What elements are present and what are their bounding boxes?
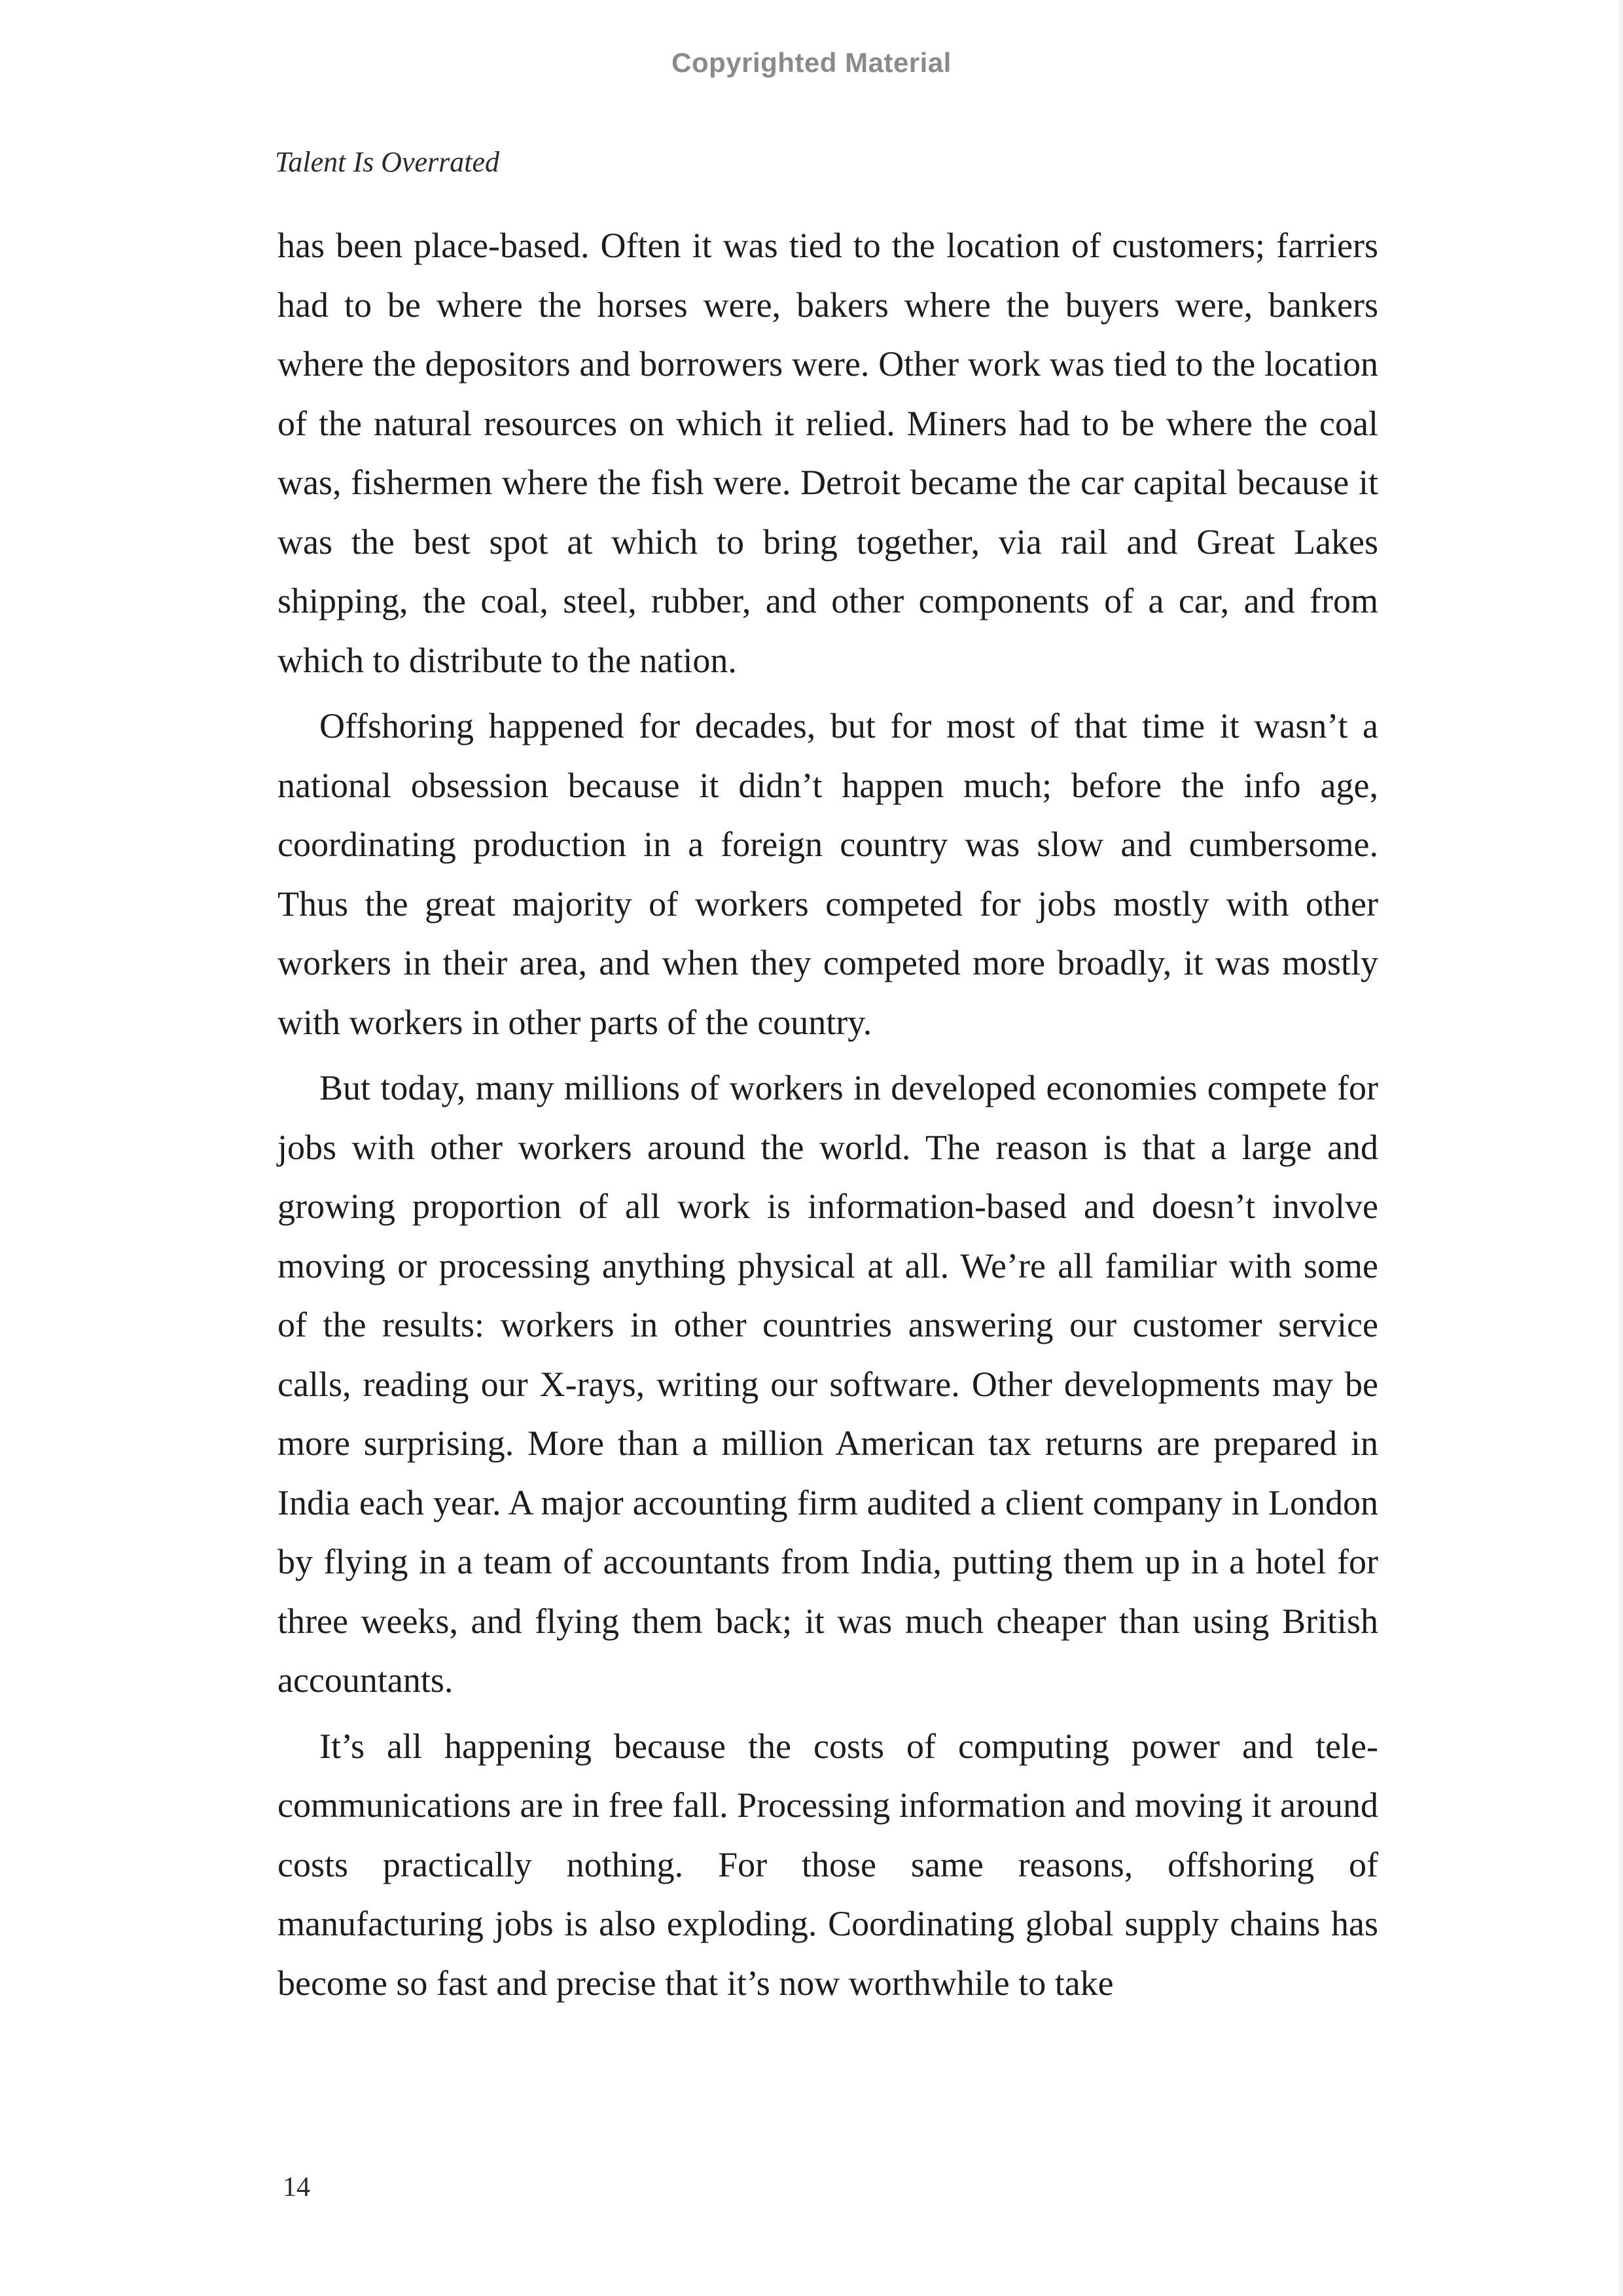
paragraph-4: It’s all happening because the costs of computing power and telecommunications are in free fall. Processing information and moving it around costs practically nothing. For those same reasons, offshoring of manufacturing jobs is also exploding. Coordinating global supply chains has become so fast and precise that it’s now worthwhile to take (277, 1726, 1378, 2003)
copyright-watermark: Copyrighted Material (671, 47, 952, 78)
paragraph-1: has been place-based. Often it was tied to the location of customers; farriers had to be where the horses were, bakers where the buyers were, bankers where the depositors and borrowers were. Other work was tied to the location of the natural resources on which it relied. Miners had to be where the coal was, fishermen where the fish were. Detroit became the car capital because it was the best spot at which to bring together, via rail and Great Lakes shipping, the coal, steel, rubber, and other components of a car, and from which to distribute to the nation. (277, 226, 1378, 680)
page-number: 14 (283, 2172, 310, 2202)
paragraph-2: Offshoring happened for decades, but for most of that time it wasn’t a national obsession because it didn’t happen much; before the info age, coordinating production in a foreign country was slow and cumbersome. Thus the great majority of workers competed for jobs mostly with other workers in their area, and when they competed more broadly, it was mostly with workers in other parts of the country. (277, 706, 1378, 1042)
paragraph-3: But today, many millions of workers in developed economies compete for jobs with other workers around the world. The reason is that a large and growing proportion of all work is information-based and doesn’t involve moving or processing anything physical at all. We’re all familiar with some of the results: workers in other countries answering our customer service calls, reading our X-rays, writing our software. Other developments may be more surprising. More than a million American tax returns are prepared in India each year. A major accounting firm audited a client company in London by flying in a team of accountants from India, putting them up in a hotel for three weeks, and flying them back; it was much cheaper than using British accountants. (277, 1068, 1378, 1700)
page-body-text (277, 216, 1378, 2019)
scan-edge (1619, 0, 1623, 2296)
running-head-book-title: Talent Is Overrated (275, 146, 500, 178)
